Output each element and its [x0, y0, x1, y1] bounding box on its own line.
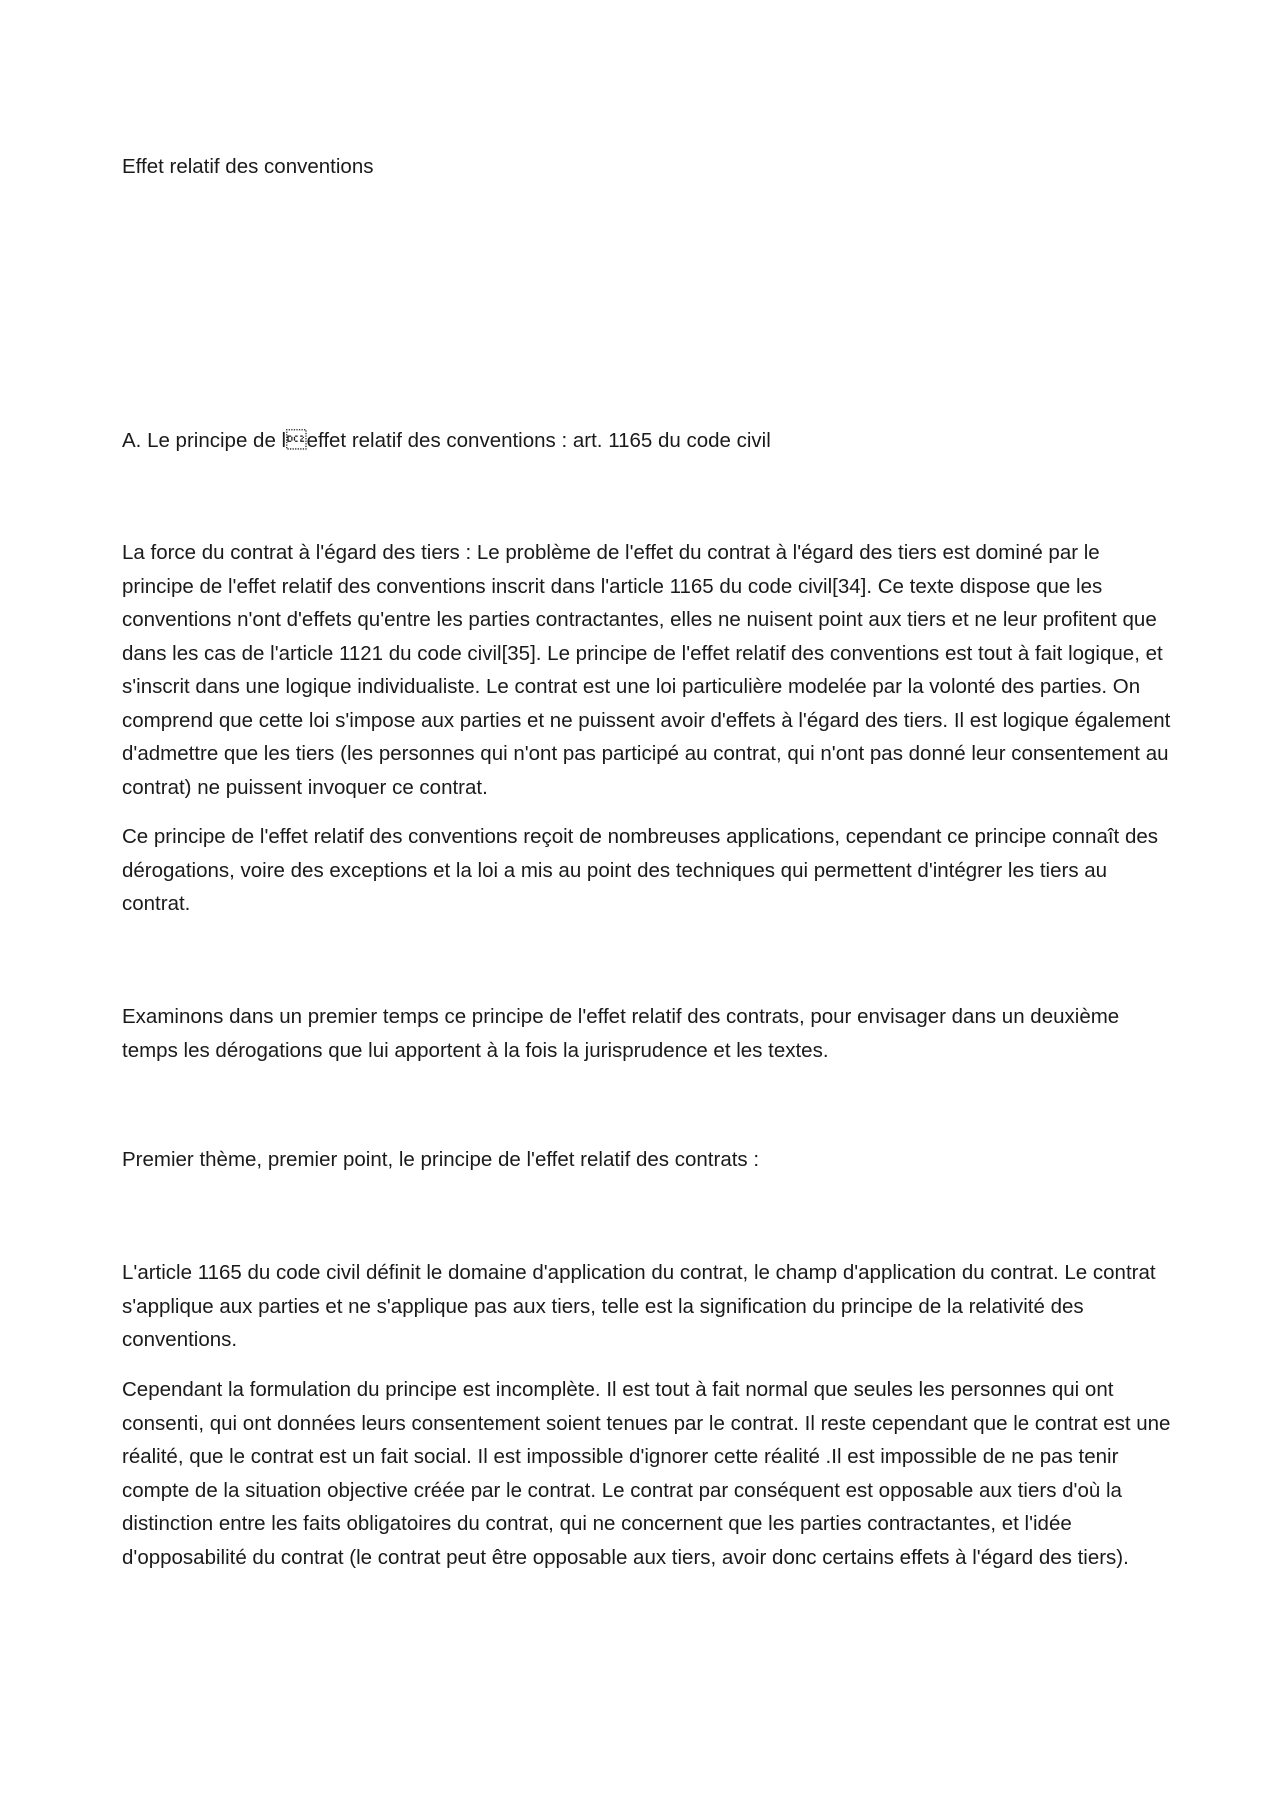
document-title: Effet relatif des conventions [122, 155, 374, 178]
section-heading: A. Le principe de leffet relatif des conventions : art. 1165 du code civil [122, 429, 771, 452]
paragraph: La force du contrat à l'égard des tiers : Le problème de l'effet du contrat à l'égard des tiers est dominé par le principe de l'effet relatif des conventions inscrit dans l'article 1165 du code civil[34]. Ce texte dispose que les conventions n'ont d'effets qu'entre les parties contractantes, elles ne nuisent point aux tiers et ne leur profitent que dans les cas de l'article 1121 du code civil[35]. Le principe de l'effet relatif des conventions est tout à fait logique, et s'inscrit dans une logique individualiste. Le contrat est une loi particulière modelée par la volonté des parties. On comprend que cette loi s'impose aux parties et ne puissent avoir d'effets à l'égard des tiers. Il est logique également d'admettre que les tiers (les personnes qui n'ont pas participé au contrat, qui n'ont pas donné leur consentement au contrat) ne puissent invoquer ce contrat. [122, 541, 1171, 799]
paragraph: L'article 1165 du code civil définit le domaine d'application du contrat, le champ d'application du contrat. Le contrat s'applique aux parties et ne s'applique pas aux tiers, telle est la signification du principe de la relativité des conventions. [122, 1261, 1156, 1351]
paragraph: Premier thème, premier point, le principe de l'effet relatif des contrats : [122, 1148, 760, 1171]
paragraph: Cependant la formulation du principe est incomplète. Il est tout à fait normal que seules les personnes qui ont consenti, qui ont données leurs consentement soient tenues par le contrat. Il reste cependant que le contrat est une réalité, que le contrat est un fait social. Il est impossible d'ignorer cette réalité .Il est impossible de ne pas tenir compte de la situation objective créée par le contrat. Le contrat par conséquent est opposable aux tiers d'où la distinction entre les faits obligatoires du contrat, qui ne concernent que les parties contractantes, et l'idée d'opposabilité du contrat (le contrat peut être opposable aux tiers, avoir donc certains effets à l'égard des tiers). [122, 1378, 1171, 1569]
paragraph: Examinons dans un premier temps ce principe de l'effet relatif des contrats, pour envisager dans un deuxième temps les dérogations que lui apportent à la fois la jurisprudence et les textes. [122, 1005, 1120, 1062]
paragraph: Ce principe de l'effet relatif des conventions reçoit de nombreuses applications, cependant ce principe connaît des dérogations, voire des exceptions et la loi a mis au point des techniques qui permettent d'intégrer les tiers au contrat. [122, 825, 1159, 915]
